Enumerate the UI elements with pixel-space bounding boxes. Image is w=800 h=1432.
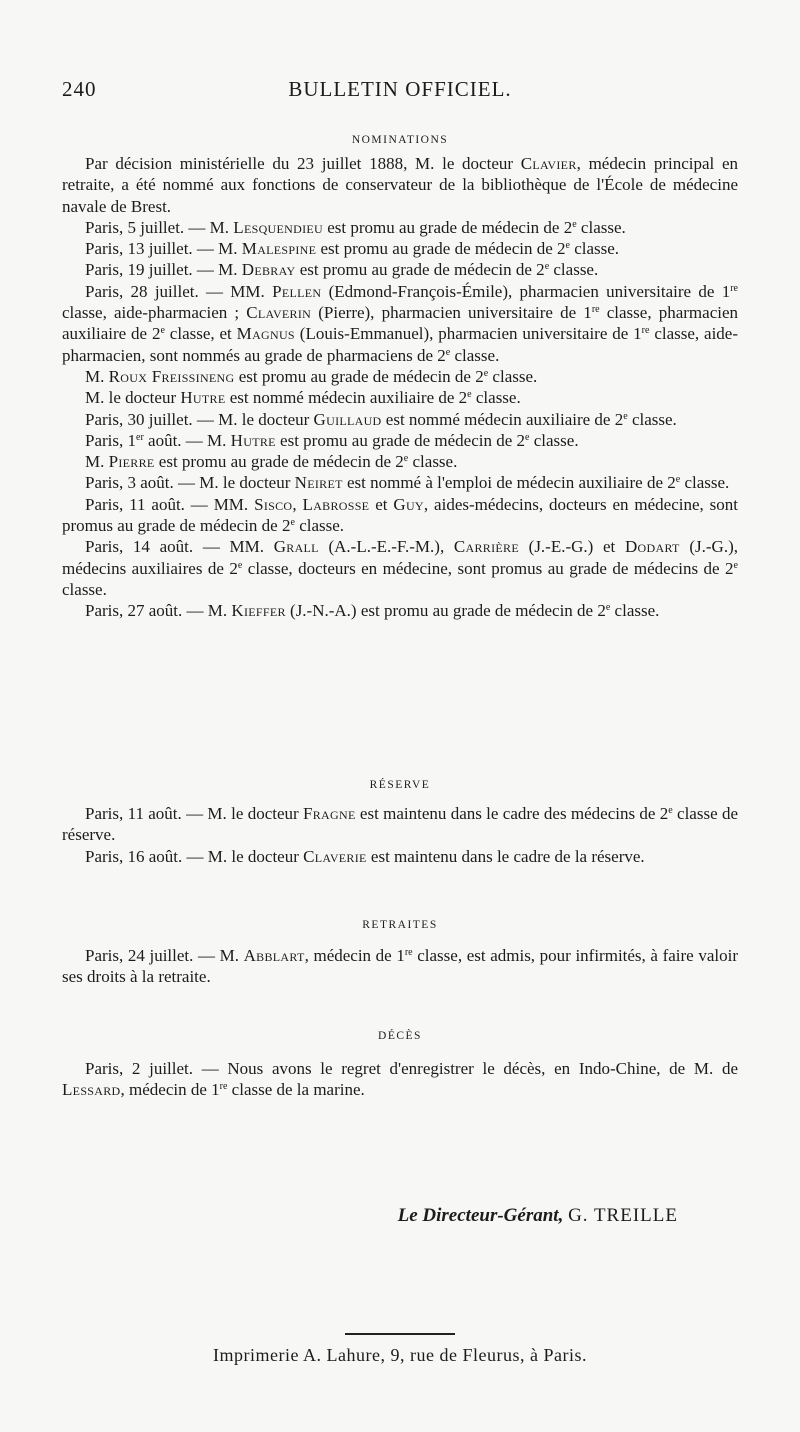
divider [345,1333,455,1335]
paragraph: M. le docteur Hutre est nommé médecin auxiliaire de 2e classe. [85,388,521,408]
person-name: Dodart [624,537,680,557]
paragraph: Paris, 11 août. — M. le docteur Fragne est maintenu dans le cadre des médecins de 2e classe de réserve. [62,804,738,845]
running-title: BULLETIN OFFICIEL. [288,77,512,101]
person-name: Lessard [62,1080,121,1100]
person-name: Guillaud [313,409,382,429]
paragraph: Paris, 24 juillet. — M. Abblart, médecin de 1re classe, est admis, pour infirmités, à faire valoir ses droits à la retraite. [62,946,738,987]
person-name: Labrosse [302,494,370,514]
signature-name: G. TREILLE [568,1205,678,1226]
deces-section [62,1030,738,1101]
person-name: Pierre [108,452,155,472]
person-name: Hutre [230,430,276,450]
person-name: Clavier [520,154,577,173]
person-name: Sisco [254,494,293,514]
paragraph: Paris, 11 août. — MM. Sisco, Labrosse et Guy, aides-médecins, docteurs en médecine, sont promus au grade de médecin de 2e classe. [62,494,738,536]
paragraph: Paris, 27 août. — M. Kieffer (J.-N.-A.) est promu au grade de médecin de 2e classe. [85,601,660,621]
signature-title: Le Directeur-Gérant, [397,1205,564,1226]
page-number: 240 [62,77,97,101]
person-name: Magnus [236,324,295,344]
paragraph: M. Pierre est promu au grade de médecin de 2e classe. [85,452,458,472]
person-name: Pellen [272,281,322,301]
section-title-nominations: NOMINATIONS [351,134,449,146]
person-name: Neiret [294,473,343,493]
printer-imprint: Imprimerie A. Lahure, 9, rue de Fleurus, à Paris. [213,1345,587,1365]
paragraph: M. Roux Freissineng est promu au grade de médecin de 2e classe. [85,366,538,386]
section-title-retraites: RETRAITES [362,919,438,931]
person-name: Carrière [453,537,519,557]
person-name: Roux Freissineng [108,366,235,386]
section-title-reserve: RÉSERVE [369,779,431,791]
paragraph: Paris, 19 juillet. — M. Debray est promu au grade de médecin de 2e classe. [85,260,599,280]
person-name: Claverin [246,303,312,323]
retraites-section [62,919,738,988]
person-name: Hutre [180,388,226,408]
nominations-section [62,134,738,622]
person-name: Abblart [243,946,305,965]
paragraph: Paris, 28 juillet. — MM. Pellen (Edmond-François-Émile), pharmacien universitaire de 1re classe, aide-pharmacien ; Claverin (Pierre), pharmacien universitaire de 1re classe, pharmacien auxiliaire de 2e classe, et Magnus (Louis-Emmanuel), pharmacien universitaire de 1re classe, aide-pharmacien, sont nommés au grade de pharmaciens de 2e classe. [62,281,739,365]
reserve-section [62,779,738,867]
page-header [62,77,738,107]
paragraph: Paris, 3 août. — M. le docteur Neiret est nommé à l'emploi de médecin auxiliaire de 2e classe. [85,473,730,493]
section-title-deces: DÉCÈS [378,1030,422,1042]
person-name: Guy [393,494,424,514]
person-name: Kieffer [231,601,286,621]
paragraph: Paris, 5 juillet. — M. Lesquendieu est promu au grade de médecin de 2e classe. [85,217,626,237]
person-name: Grall [273,537,319,557]
signature [62,1205,678,1227]
paragraph: Paris, 2 juillet. — Nous avons le regret d'enregistrer le décès, en Indo-Chine, de M. de Lessard, médecin de 1re classe de la marine. [62,1059,738,1100]
paragraph: Paris, 14 août. — MM. Grall (A.-L.-E.-F.-M.), Carrière (J.-E.-G.) et Dodart (J.-G.), médecins auxiliaires de 2e classe, docteurs en médecine, sont promus au grade de médecins de 2e classe. [62,537,738,599]
paragraph: Paris, 30 juillet. — M. le docteur Guillaud est nommé médecin auxiliaire de 2e classe. [85,409,677,429]
paragraph: Paris, 16 août. — M. le docteur Claverie est maintenu dans le cadre de la réserve. [85,846,645,866]
person-name: Debray [241,260,296,280]
paragraph: Paris, 1er août. — M. Hutre est promu au grade de médecin de 2e classe. [85,430,579,450]
person-name: Malespine [241,239,317,259]
person-name: Lesquendieu [233,217,323,237]
person-name: Fragne [303,804,356,823]
paragraph: Paris, 13 juillet. — M. Malespine est promu au grade de médecin de 2e classe. [85,239,620,259]
paragraph: Par décision ministérielle du 23 juillet 1888, M. le docteur Clavier, médecin principal en retraite, a été nommé aux fonctions de conservateur de la bibliothèque de l'École de médecine navale de Brest. [62,154,738,216]
person-name: Claverie [303,846,367,866]
